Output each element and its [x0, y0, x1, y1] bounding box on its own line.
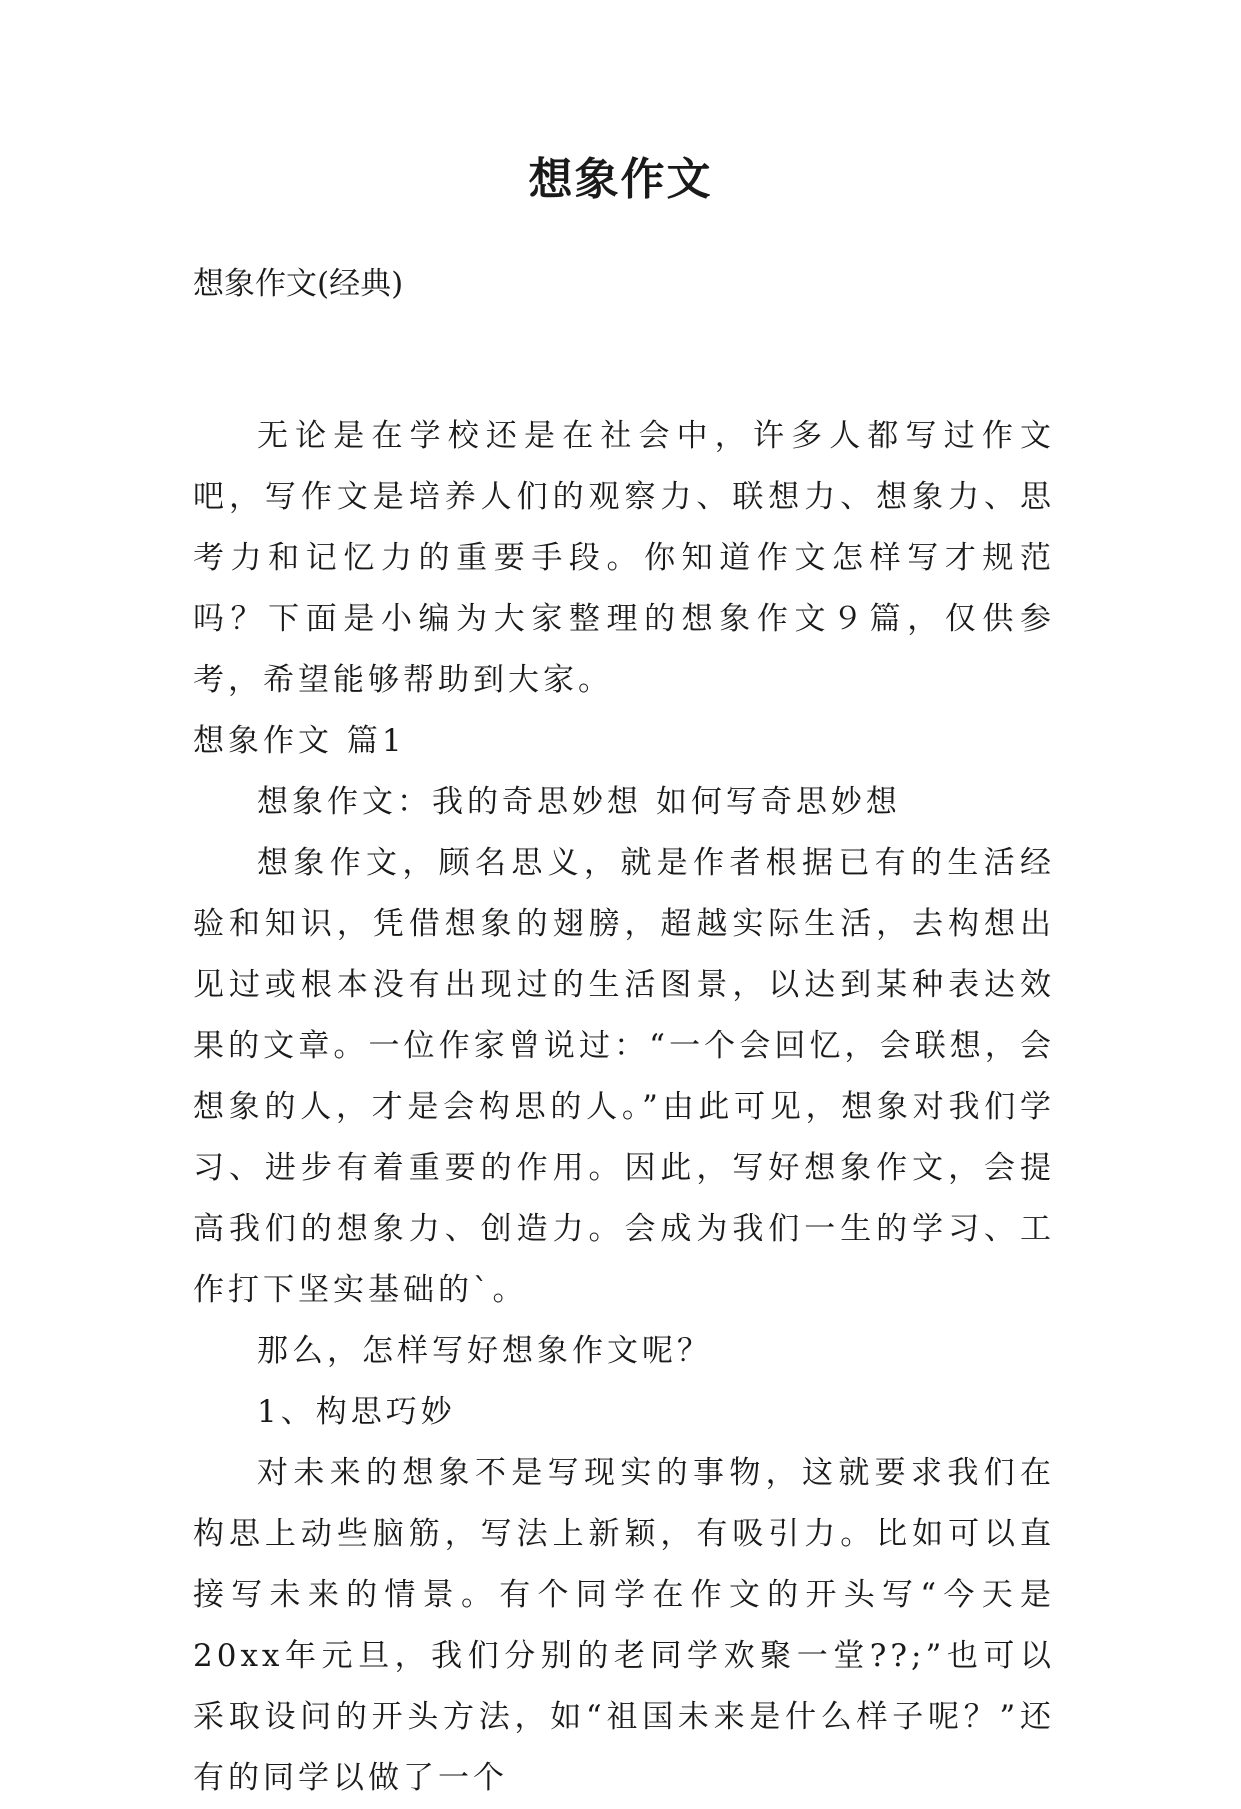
point-heading: 1、构思巧妙 — [257, 1394, 456, 1430]
paragraph-definition: 想象作文，顾名思义，就是作者根据已有的生活经验和知识，凭借想象的翅膀，超越实际生活，去构想出见过或根本没有出现过的生活图景，以达到某种表达效果的文章。一位作家曾说过：“一个会回忆，会联想，会想象的人，才是会构思的人。”由此可见，想象对我们学习、进步有着重要的作用。因此，写好想象作文，会提高我们的想象力、创造力。会成为我们一生的学习、工作打下坚实基础的`。 — [193, 845, 1055, 1308]
paragraph-structure: 对未来的想象不是写现实的事物，这就要求我们在构思上动些脑筋，写法上新颖，有吸引力。比如可以直接写未来的情景。有个同学在作文的开头写“今天是20xx年元旦，我们分别的老同学欢聚一堂??;”也可以采取设问的开头方法，如“祖国未来是什么样子呢？”还有的同学以做了一个 — [193, 1455, 1055, 1796]
document-body — [193, 406, 1055, 1809]
paragraph-intro: 无论是在学校还是在社会中，许多人都写过作文吧，写作文是培养人们的观察力、联想力、想象力、思考力和记忆力的重要手段。你知道作文怎样写才规范吗？下面是小编为大家整理的想象作文９篇，仅供参考，希望能够帮助到大家。 — [193, 418, 1055, 698]
document-title: 想象作文 — [528, 154, 713, 205]
section-heading: 想象作文 篇1 — [193, 723, 406, 759]
article-heading: 想象作文：我的奇思妙想 如何写奇思妙想 — [257, 784, 901, 820]
paragraph-question: 那么，怎样写好想象作文呢？ — [257, 1333, 712, 1369]
document-subtitle: 想象作文(经典) — [193, 266, 404, 302]
